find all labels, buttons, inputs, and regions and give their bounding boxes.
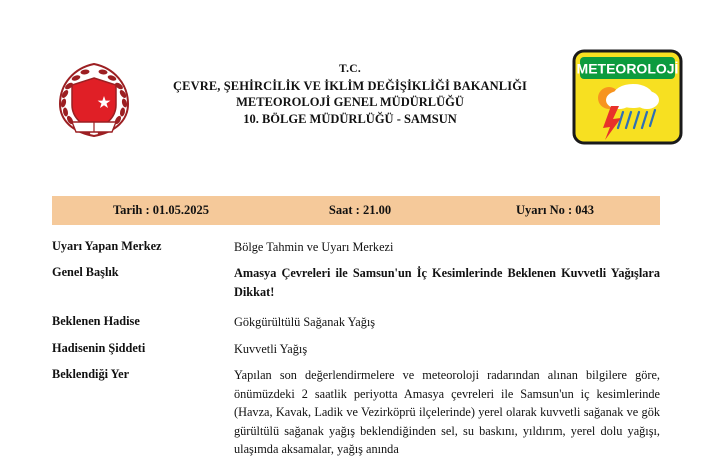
table-row xyxy=(52,340,660,358)
field-value: Kuvvetli Yağış xyxy=(234,341,308,356)
meteoroloji-logo-icon xyxy=(571,48,684,146)
field-value: Gökgürültülü Sağanak Yağış xyxy=(234,315,376,330)
field-value: Bölge Tahmin ve Uyarı Merkezi xyxy=(234,240,394,254)
header-ministry: ÇEVRE, ŞEHİRCİLİK VE İKLİM DEĞİŞİKLİĞİ BAKANLIĞI xyxy=(173,78,527,93)
field-label: Beklenen Hadise xyxy=(52,314,140,329)
table-row xyxy=(52,313,660,331)
field-value: Amasya Çevreleri ile Samsun'un İç Kesimlerinde Beklenen Kuvvetli Yağışlara Dikkat! xyxy=(234,266,660,299)
warning-info-bar xyxy=(52,196,660,225)
turkish-state-emblem-icon xyxy=(52,58,136,140)
info-time: Saat : 21.00 xyxy=(328,203,392,217)
document-header xyxy=(0,0,706,165)
info-warning-no: Uyarı No : 043 xyxy=(515,203,595,217)
table-row xyxy=(52,238,660,256)
svg-text:METEOROLOJİ: METEOROLOJİ xyxy=(576,60,679,77)
header-directorate: METEOROLOJİ GENEL MÜDÜRLÜĞÜ xyxy=(236,95,464,110)
field-label: Genel Başlık xyxy=(52,265,119,280)
table-row xyxy=(52,366,660,458)
field-label: Hadisenin Şiddeti xyxy=(52,340,146,355)
info-date: Tarih : 01.05.2025 xyxy=(112,203,210,217)
field-label: Beklendiği Yer xyxy=(52,367,130,382)
header-title-block xyxy=(150,62,550,128)
field-value: Yapılan son değerlendirmelere ve meteoroloji radarından alınan bilgilere göre, önümüzdeki 2 saatlik periyotta Amasya çevreleri ile Samsun'un iç kesimlerinde (Havza, Kavak, Ladik ve Vezirköprü ilçelerinde) yerel olarak kuvvetli sağanak ve gök gürültülü sağanak yağış beklendiğinden sel, su baskını, yıldırım, yerel dolu yağışı, ulaşımda aksamalar, yağış anında xyxy=(234,368,660,456)
header-tc: T.C. xyxy=(338,63,362,75)
header-region: 10. BÖLGE MÜDÜRLÜĞÜ - SAMSUN xyxy=(243,112,457,127)
warning-details-table xyxy=(52,238,660,466)
field-label: Uyarı Yapan Merkez xyxy=(52,239,162,253)
table-row xyxy=(52,264,660,301)
